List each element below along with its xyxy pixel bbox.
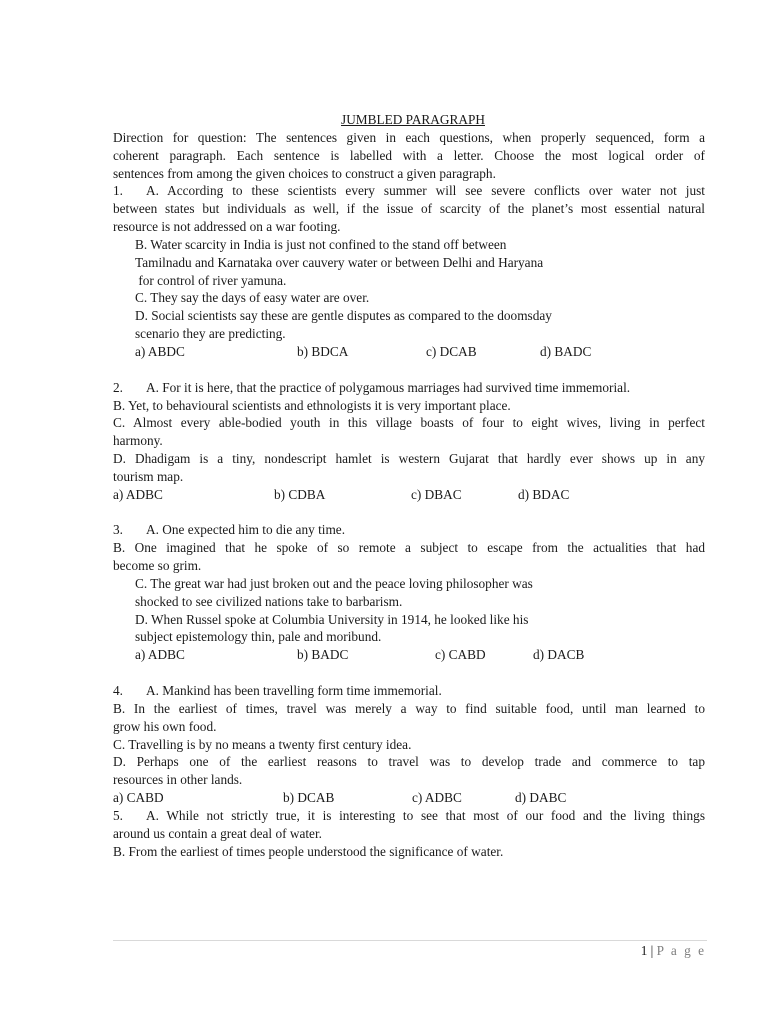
- q1-sentence-c: C. They say the days of easy water are over.: [135, 290, 370, 306]
- direction-line: Direction for question: The sentences given in each questions, when properly sequenced, form a: [113, 129, 705, 145]
- q1-sentence-a-cont: between states but individuals as well, if the issue of scarcity of the planet’s most essential natural: [113, 201, 705, 217]
- q4-sentence-d-cont: resources in other lands.: [113, 772, 243, 788]
- q5-sentence-b: B. From the earliest of times people understood the significance of water.: [113, 843, 504, 859]
- q3-option-a: a) ADBC: [135, 647, 185, 663]
- footer-divider: [113, 940, 707, 941]
- q3-option-b: b) BADC: [297, 647, 349, 663]
- spacer: [113, 504, 705, 522]
- q3-sentence-d: D. When Russel spoke at Columbia University in 1914, he looked like his: [135, 611, 529, 627]
- q4-options: [113, 789, 705, 807]
- q4-sentence-a: 4. A. Mankind has been travelling form time immemorial.: [113, 683, 442, 698]
- q1-sentence-d-cont: scenario they are predicting.: [135, 326, 286, 342]
- q5-sentence-a-cont: around us contain a great deal of water.: [113, 825, 322, 841]
- q1-sentence-b-cont: for control of river yamuna.: [135, 272, 287, 288]
- q4-sentence-b-cont: grow his own food.: [113, 718, 217, 734]
- q4-option-d: d) DABC: [515, 790, 567, 806]
- q1-sentence-d: D. Social scientists say these are gentle disputes as compared to the doomsday: [135, 308, 552, 324]
- q1-sentence-b: B. Water scarcity in India is just not confined to the stand off between: [135, 236, 507, 252]
- spacer: [113, 664, 705, 682]
- q1-options: [113, 343, 705, 361]
- q2-sentence-b: B. Yet, to behavioural scientists and ethnologists it is very important place.: [113, 397, 511, 413]
- q4-sentence-d: D. Perhaps one of the earliest reasons to travel was to develop trade and commerce to tap: [113, 754, 705, 770]
- q1-option-d: d) BADC: [540, 343, 592, 359]
- q1-option-c: c) DCAB: [426, 343, 477, 359]
- q1-sentence-b-cont: Tamilnadu and Karnataka over cauvery water or between Delhi and Haryana: [135, 254, 544, 270]
- q5-number: 5.: [113, 807, 123, 823]
- q3-options: [113, 646, 705, 664]
- q3-number: 3.: [113, 522, 123, 538]
- q2-option-b: b) CDBA: [274, 486, 326, 502]
- q3-sentence-c: C. The great war had just broken out and the peace loving philosopher was: [135, 575, 533, 591]
- q2-option-a: a) ADBC: [113, 486, 163, 502]
- q2-sentence-d: D. Dhadigam is a tiny, nondescript hamlet is western Gujarat that hardly ever shows up in any: [113, 451, 705, 467]
- q4-sentence-c: C. Travelling is by no means a twenty first century idea.: [113, 736, 412, 752]
- q2-sentence-a: 2. A. For it is here, that the practice of polygamous marriages had survived time immemorial.: [113, 379, 631, 395]
- spacer: [113, 361, 705, 379]
- q2-option-d: d) BDAC: [518, 486, 570, 502]
- q2-option-c: c) DBAC: [411, 486, 462, 502]
- q2-sentence-c-cont: harmony.: [113, 433, 163, 449]
- q1-option-b: b) BDCA: [297, 343, 349, 359]
- q1-option-a: a) ABDC: [135, 343, 185, 359]
- q2-options: [113, 486, 705, 504]
- q1-number: 1.: [113, 183, 123, 199]
- q2-sentence-d-cont: tourism map.: [113, 468, 184, 484]
- q3-sentence-c-cont: shocked to see civilized nations take to barbarism.: [135, 593, 403, 609]
- q4-option-c: c) ADBC: [412, 790, 462, 806]
- q3-sentence-d-cont: subject epistemology thin, pale and moribund.: [135, 629, 382, 645]
- q2-sentence-c: C. Almost every able-bodied youth in this village boasts of four to eight wives, living in perfect: [113, 415, 705, 431]
- page-footer: [641, 943, 706, 959]
- q3-option-d: d) DACB: [533, 647, 585, 663]
- q3-sentence-b-cont: become so grim.: [113, 558, 202, 574]
- q1-sentence-a: 1. A. According to these scientists every summer will see severe conflicts over water not just: [113, 183, 705, 199]
- q5-sentence-a: 5. A. While not strictly true, it is interesting to see that most of our food and the living things: [113, 807, 705, 823]
- q2-number: 2.: [113, 379, 123, 395]
- direction-line: sentences from among the given choices to construct a given paragraph.: [113, 165, 496, 181]
- page-title: JUMBLED PARAGRAPH: [341, 112, 485, 127]
- page-label: P a g e: [656, 943, 706, 958]
- footer-separator: |: [650, 943, 654, 958]
- direction-line: coherent paragraph. Each sentence is labelled with a letter. Choose the most logical order of: [113, 147, 705, 163]
- q4-number: 4.: [113, 683, 123, 698]
- q3-sentence-b: B. One imagined that he spoke of so remote a subject to escape from the actualities that had: [113, 540, 705, 556]
- q3-sentence-a: 3. A. One expected him to die any time.: [113, 522, 346, 538]
- page-number: 1: [640, 943, 648, 958]
- q4-option-a: a) CABD: [113, 790, 164, 806]
- q3-option-c: c) CABD: [435, 647, 486, 663]
- document-body: [113, 111, 705, 860]
- q1-sentence-a-cont: resource is not addressed on a war footing.: [113, 219, 341, 235]
- q4-sentence-b: B. In the earliest of times, travel was merely a way to find suitable food, until man learned to: [113, 700, 705, 716]
- q4-option-b: b) DCAB: [283, 790, 335, 806]
